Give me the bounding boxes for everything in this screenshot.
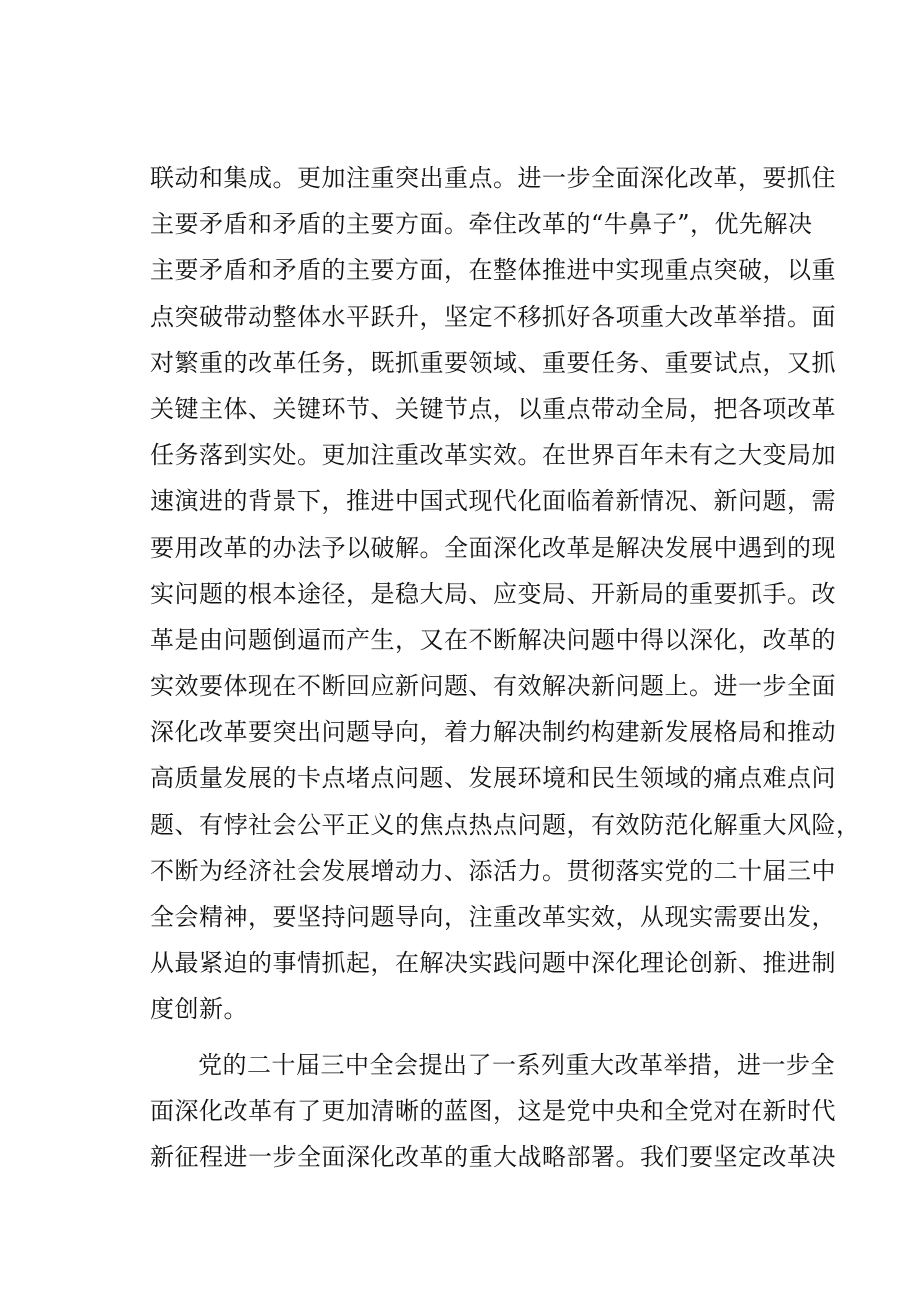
text-line: 不断为经济社会发展增动力、添活力。贯彻落实党的二十届三中 [150, 856, 836, 885]
text-line: 联动和集成。更加注重突出重点。进一步全面深化改革，要抓住 [150, 164, 836, 192]
text-line: 实效要体现在不断回应新问题、有效解决新问题上。进一步全面 [150, 672, 836, 701]
text-line: 要用改革的办法予以破解。全面深化改革是解决发展中遇到的现 [150, 533, 836, 562]
document-body [150, 155, 861, 1180]
text-line: 面深化改革有了更加清晰的蓝图，这是党中央和全党对在新时代 [150, 1096, 836, 1125]
text-line: 关键主体、关键环节、关键节点，以重点带动全局，把各项改革 [150, 394, 836, 423]
text-line: 党的二十届三中全会提出了一系列重大改革举措，进一步全 [198, 1050, 835, 1079]
text-line: 对繁重的改革任务，既抓重要领域、重要任务、重要试点，又抓 [150, 348, 836, 377]
paragraph-2 [150, 1042, 836, 1181]
text-line: 从最紧迫的事情抓起，在解决实践问题中深化理论创新、推进制 [150, 949, 836, 978]
text-line: 新征程进一步全面深化改革的重大战略部署。我们要坚定改革决 [150, 1142, 836, 1171]
text-line: 高质量发展的卡点堵点问题、发展环境和民生领域的痛点难点问 [150, 764, 836, 793]
text-line: 题、有悖社会公平正义的焦点热点问题，有效防范化解重大风险， [150, 810, 861, 839]
text-line: 全会精神，要坚持问题导向，注重改革实效，从现实需要出发， [150, 903, 836, 931]
text-line: 任务落到实处。更加注重改革实效。在世界百年未有之大变局加 [150, 441, 836, 470]
text-line: 主要矛盾和矛盾的主要方面。牵住改革的“牛鼻子”，优先解决 [150, 210, 813, 239]
text-line: 主要矛盾和矛盾的主要方面，在整体推进中实现重点突破，以重 [150, 256, 836, 285]
text-line: 革是由问题倒逼而产生，又在不断解决问题中得以深化，改革的 [150, 625, 836, 654]
text-line: 深化改革要突出问题导向，着力解决制约构建新发展格局和推动 [150, 718, 836, 747]
paragraph-spacer [150, 1033, 800, 1042]
text-line: 点突破带动整体水平跃升，坚定不移抓好各项重大改革举措。面 [150, 302, 836, 331]
text-line: 实问题的根本途径，是稳大局、应变局、开新局的重要抓手。改 [150, 579, 836, 608]
paragraph-1 [150, 155, 861, 1033]
text-line: 度创新。 [150, 995, 248, 1024]
text-line: 速演进的背景下，推进中国式现代化面临着新情况、新问题，需 [150, 487, 836, 516]
